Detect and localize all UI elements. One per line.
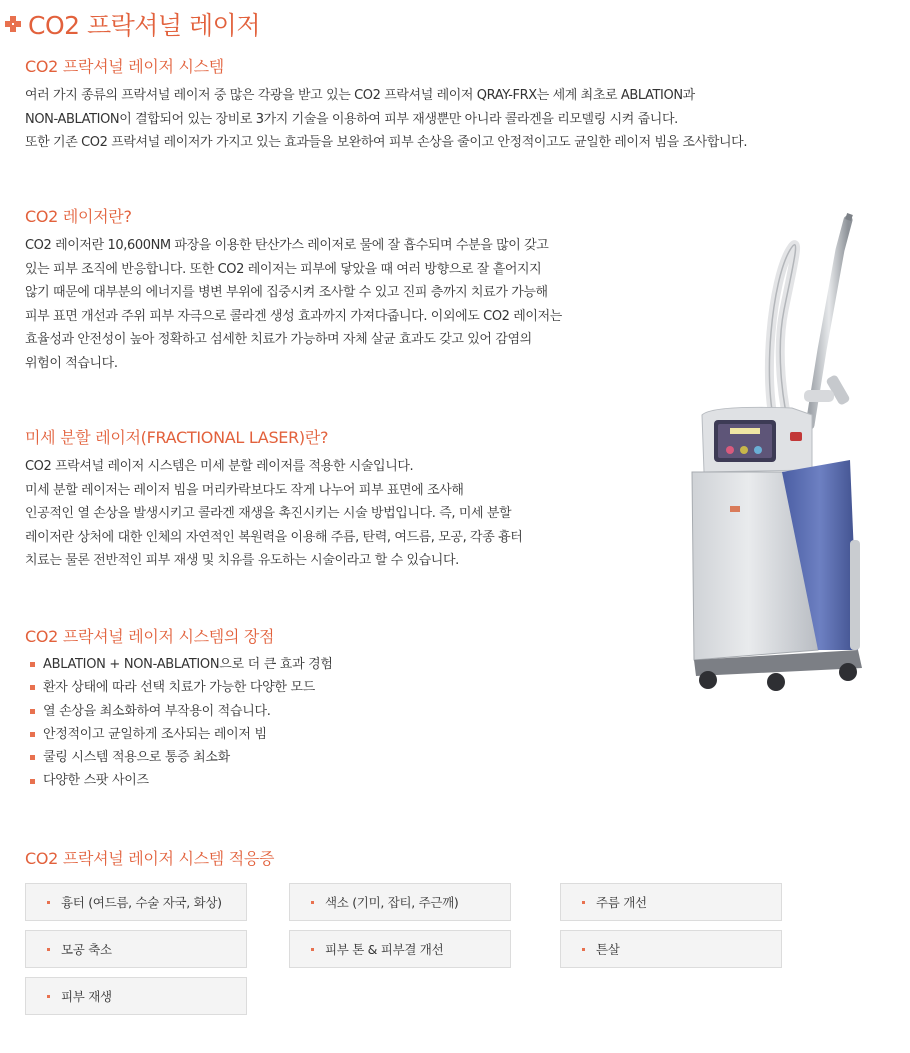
paragraph-line: 치료는 물론 전반적인 피부 재생 및 치유를 유도하는 시술이라고 할 수 있습니다.: [25, 553, 459, 568]
bullet-dot-icon: [582, 948, 585, 951]
paragraph-line: 인공적인 열 손상을 발생시키고 콜라겐 재생을 촉진시키는 시술 방법입니다. 즉, 미세 분할: [25, 506, 512, 521]
list-item: [30, 653, 333, 676]
bullet-square-icon: [30, 755, 35, 760]
list-item-text: 안정적이고 균일하게 조사되는 레이저 빔: [43, 726, 267, 742]
list-item-text: 열 손상을 최소화하여 부작용이 적습니다.: [43, 703, 271, 719]
section-system-body: [25, 84, 747, 155]
laser-device-image: [672, 210, 910, 710]
indication-tile: [560, 883, 782, 921]
paragraph-line: 않기 때문에 대부분의 에너지를 병변 부위에 집중시켜 조사할 수 있고 진피 층까지 치료가 가능해: [25, 285, 548, 300]
indication-text: 튼살: [596, 942, 620, 957]
paragraph-line: 여러 가지 종류의 프락셔널 레이저 중 많은 각광을 받고 있는 CO2 프락셔널 레이저 QRAY-FRX는 세계 최초로 ABLATION과: [25, 88, 695, 103]
list-item: [30, 676, 333, 699]
section-advantages-heading: CO2 프락셔널 레이저 시스템의 장점: [25, 627, 275, 646]
list-item: [30, 700, 333, 723]
bullet-dot-icon: [582, 901, 585, 904]
paragraph-line: 효율성과 안전성이 높아 정확하고 섬세한 치료가 가능하며 자체 살균 효과도 갖고 있어 감염의: [25, 332, 532, 347]
bullet-square-icon: [30, 709, 35, 714]
bullet-dot-icon: [47, 901, 50, 904]
paragraph-line: 위험이 적습니다.: [25, 355, 118, 371]
plus-icon: [4, 15, 22, 33]
indication-text: 흉터 (여드름, 수술 자국, 화상): [61, 895, 222, 910]
indication-tile: [25, 977, 247, 1015]
section-fractional-heading: 미세 분할 레이저(FRACTIONAL LASER)란?: [25, 428, 329, 447]
section-system-heading: CO2 프락셔널 레이저 시스템: [25, 57, 224, 76]
indication-tile: [289, 930, 511, 968]
paragraph-line: CO2 레이저란 10,600NM 파장을 이용한 탄산가스 레이저로 물에 잘 흡수되며 수분을 많이 갖고: [25, 238, 549, 253]
section-co2-heading: CO2 레이저란?: [25, 207, 132, 226]
page-title: CO2 프락셔널 레이저: [28, 11, 260, 40]
paragraph-line: 있는 피부 조직에 반응합니다. 또한 CO2 레이저는 피부에 닿았을 때 여러 방향으로 잘 흩어지지: [25, 261, 542, 277]
indication-tile: [25, 883, 247, 921]
list-item: [30, 723, 333, 746]
paragraph-line: 또한 기존 CO2 프락셔널 레이저가 가지고 있는 효과들을 보완하여 피부 손상을 줄이고 안정적이고도 균일한 레이저 빔을 조사합니다.: [25, 135, 748, 150]
bullet-dot-icon: [311, 948, 314, 951]
page-title-row: [4, 6, 260, 42]
paragraph-line: NON-ABLATION이 결합되어 있는 장비로 3가지 기술을 이용하여 피부 재생뿐만 아니라 콜라겐을 리모델링 시켜 줍니다.: [25, 111, 678, 127]
bullet-square-icon: [30, 779, 35, 784]
advantages-list: [30, 653, 333, 793]
paragraph-line: 미세 분할 레이저는 레이저 빔을 머리카락보다도 작게 나누어 피부 표면에 조사해: [25, 482, 464, 498]
bullet-square-icon: [30, 662, 35, 667]
section-indications-heading: CO2 프락셔널 레이저 시스템 적응증: [25, 849, 275, 868]
bullet-dot-icon: [311, 901, 314, 904]
indication-text: 피부 재생: [61, 989, 112, 1004]
bullet-dot-icon: [47, 995, 50, 998]
bullet-square-icon: [30, 732, 35, 737]
section-fractional-body: [25, 455, 522, 573]
list-item: [30, 769, 333, 792]
indication-text: 색소 (기미, 잡티, 주근깨): [325, 895, 459, 910]
indication-text: 주름 개선: [596, 895, 647, 910]
indication-text: 피부 톤 & 피부결 개선: [325, 942, 444, 957]
list-item-text: ABLATION + NON-ABLATION으로 더 큰 효과 경험: [43, 657, 333, 672]
list-item-text: 다양한 스팟 사이즈: [43, 773, 149, 789]
paragraph-line: 레이저란 상처에 대한 인체의 자연적인 복원력을 이용해 주름, 탄력, 여드름, 모공, 각종 흉터: [25, 529, 523, 545]
indication-tile: [289, 883, 511, 921]
list-item: [30, 746, 333, 769]
list-item-text: 쿨링 시스템 적용으로 통증 최소화: [43, 750, 230, 766]
indication-text: 모공 축소: [61, 942, 112, 957]
bullet-dot-icon: [47, 948, 50, 951]
indication-tile: [560, 930, 782, 968]
paragraph-line: 피부 표면 개선과 주위 피부 자극으로 콜라겐 생성 효과까지 가져다줍니다. 이외에도 CO2 레이저는: [25, 308, 562, 324]
paragraph-line: CO2 프락셔널 레이저 시스템은 미세 분할 레이저를 적용한 시술입니다.: [25, 459, 414, 474]
section-co2-body: [25, 234, 562, 375]
indication-tile: [25, 930, 247, 968]
bullet-square-icon: [30, 685, 35, 690]
list-item-text: 환자 상태에 따라 선택 치료가 가능한 다양한 모드: [43, 680, 315, 696]
